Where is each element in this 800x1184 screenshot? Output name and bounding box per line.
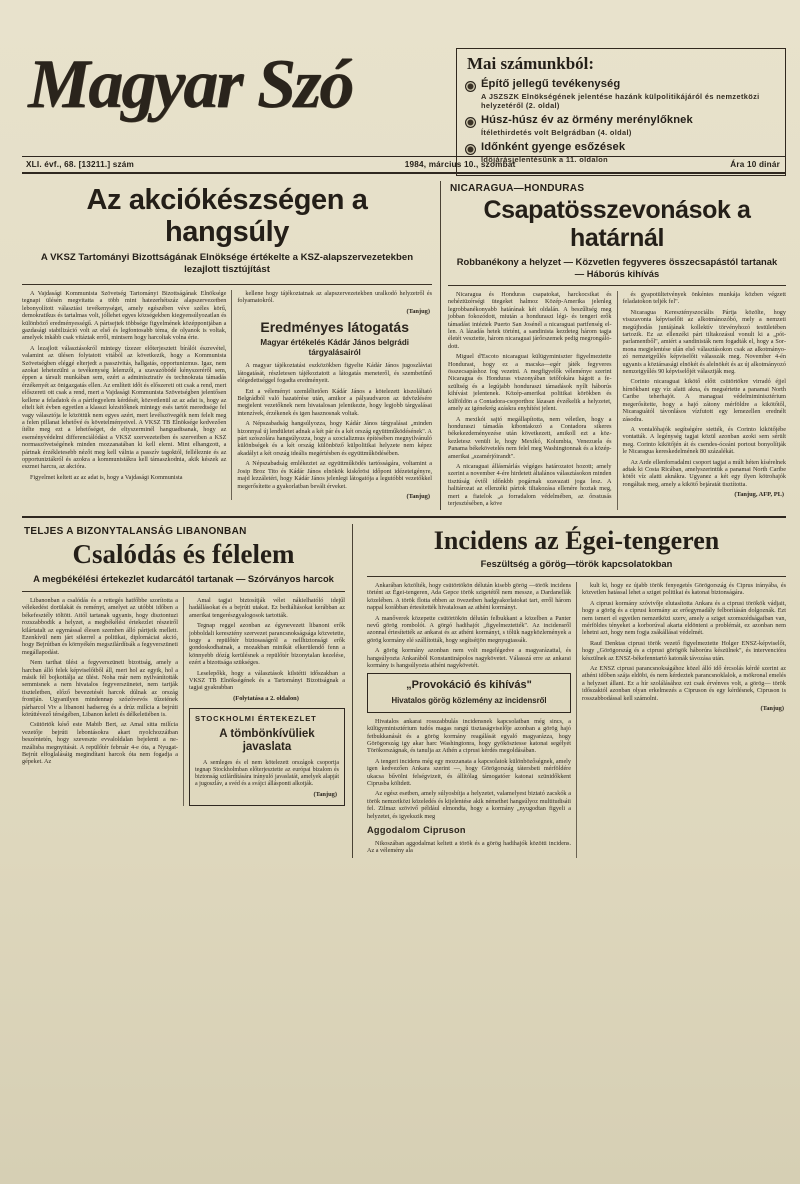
lead-credit: (Tanjug) (406, 307, 430, 315)
divider (22, 591, 345, 592)
contents-item-sub: Időjárásjelentésünk a 11. oldalon (481, 155, 608, 164)
divider (367, 576, 786, 577)
lebanon-column-1 (22, 597, 178, 806)
paragraph: és gyapotültetvények önkéntes munkája közben végzett feladatokon teljék fel". (622, 291, 786, 306)
aegean-headline: Incidens az Égei-tengeren (433, 526, 720, 556)
paragraph: Nem tarthat ülést a fegyverszüneti bizottság, amely a harcban álló felek képviselőiből áll, meri hol az egyik, hol a másik fél bojkottálja az ülést. Noha már nem nyilvánították semmisnek a nem hivatalos fegyverszünetet, nem tartják tiszteletben, előző bevezetéséi harcok dúlnak az ország frontján. Ugyanilyen mindennap szózóvevós tűzeiének párharcol Viv a libanoni hadsereg és a drúz milícia a bejrúti körúttévező térségében, Libanon keleti és délkeletiében is. (22, 659, 178, 718)
todays-contents-box (456, 48, 786, 176)
cyprus-minihead: Aggodalom Cipruson (367, 825, 466, 836)
paragraph: Miguel d'Escoto nicaraguai külügyminiszter figyelmeztette Hondurast, hogy ez a macska—egér játék fegyveres összecsapáshoz fog vezetni. A megfigyelők véleménye szerint Nicaragua és Honduras viszonyában tetőfokára hágott a feszültség és a legújabb honduraszi támadások nyílt háborús kihívást jelentenek. Közép-amerikai politikai körökben és külföldön a Contadora-csoporthoz lázasan évzékelik a helyzetet, amely az igénekrég azáskra enyhítést jelent. (448, 353, 612, 413)
lead-subhead: A VKSZ Tartományi Bizottságának Elnöksége értékelte a KSZ-alapszervezetekben lezajlott tisztújítást (40, 252, 414, 275)
paragraph: Libanonban a csalódás és a rettegés hatfőbbe szorította a vélekedést dorülakát és reményt, amelyet az utóbbi időben a békefesztély töltött. Attól tartanak ugyanis, hogy disztontuzi rozszabbodik a helyzet, a megbékélési értekezlet részeiről kilártatalt az egymással élesen szemben álló pártjeik mellett. Ezenkívül nem járt sikerrel a politikai, diplomáciai akció, hogy Bejrútban és környékén megszilárdítsák a fegyverszüneti megállapodást. (22, 596, 178, 656)
paragraph: A lezajlott választásokról mintegy tízezer előterjesztett bírálói észrevétel, valamint az ülésen folytatott vitából az következik, hogy a Kommunista Szövetségben eléggé elterjedt a passzivitás, hallgatás, opportunizmus. Igaz, nem azokat lehetezülni a tevékenység lelemzői, a szavazóbódé kényszeréről sem, éppen a társult munkában sem, ezért a adminisztratív és technokrata támadás érzékenyét az önigazgatás ellen. Az említett időt és előszereti ott csak a rend, mert előszereti ott csak a rend, mert a Vajdasági Kommunista Szövetségben jelentősen kellene a feladatok és a pártfegyelem kérdését, közvetlenül az az adat is, hogy az eltelt két évben egyetlen a klasszi kézsitőknek mintegy esés tartót meredtsége fel vagy választója le közöttük nem egyes azért, mert levélszövegéik nem felelt meg a felen pillanat lehetővé és követelményeivel. A VKSZ TB Elnöksége kedvezően ítélte meg ezt a lehetőséget, de eltyszerminél hanguadtsanak, hogy az eseményvédelmi differenciálódást a VKSZ szervezeteiben és szerveiben a KSZ normaszövetségének minden mozzanatában ki kell elemi. Mint elhangzott, a pártnak érzékletesebb nézőt meg kell válnia a passzív tagoktól, felléleznie és az opportuniztákról és azokra a kommunistákra kell támaszkodnia, akik készek az eszmei harcra, az akcióra. (22, 344, 227, 471)
contents-title: Mai számunkból: (467, 54, 595, 73)
paragraph: Az egész esetben, amely súlyosbítja a helyzetet, valamelyest biztató zacskók a török nemzetközi közeledés és kijelentése akik némethet hangsúlyoz multitudisáii fel. Zilmaz szövivő például elmondta, hogy a kormány „nyugodtan figyeli a helyzetet, és igyekszik meg (367, 790, 571, 820)
contents-item[interactable] (465, 114, 777, 137)
paragraph: Nicaragua és Honduras csapatokat, harckocsikat és nehéztüzérségi ütegeket halmoz Közép-Amerika jelenleg legrobbanékonyabb határának két oldalán. A beszűltség meg jobban fokozódott, miután a honduraszi légi- és tengeri erők támadást intéztek Puerto San Josénél a nicaraguai partfenség ellen. A lázadás hetek történt, a sandinista kezdeteg három tagja életét vesztette, három nicaraguai járőrszemek pedig megrongálódott. (448, 291, 612, 350)
section-divider (352, 524, 353, 857)
contents-item-sub: Ítélethirdetés volt Belgrádban (4. oldal) (481, 128, 632, 137)
paragraph: Leselepőkk, hogy a választások kilstétti időszakban a VKSZ TB Elnökségének és a Tartományi Bizottságnak a tagjai gyakrabban (189, 669, 345, 692)
paragraph: A Népszabadság hangsúlyozza, hogy Kádár János tárgyalásai „minden hizonnyal új lendületet adnak a két pár és a két ország együttműködésének". A párt szószolára hangsúlyozza, hogy a szocializmus építésében megnyilvánuló különbségek és a két ország különböző külpolitikai helyzete nem képez akadályt a két ország ideális megértésben és együttműködésében. (237, 420, 432, 457)
column-divider (183, 597, 184, 806)
paragraph: Nikoszában aggodalmat keltett a török és a görög hadihajók közötti incidens. Az a vélemény ala (367, 840, 571, 855)
paragraph: kellene hogy tájékoztatnak az alapszervezetekben uralkodó helyzetről és folyamatokról. (237, 290, 432, 305)
lebanon-continuation[interactable]: (Folytatása a 2. oldalon) (233, 694, 299, 702)
paragraph: A magyar tájékoztatási eszközökben figyelte Kádár János jugoszláviai látogatását, részletesen tájékoztatott a látogatás meneteről, és szembetűnő elégedettséggel fogadta eredményeit. (237, 362, 432, 385)
paragraph: A Vajdasági Kommunista Szövetség Tartományi Bizottságának Elnöksége tegnapi ülésén megvitatta a több mint hatezerhétszáz alapszervezetben lebonyolított választási tevékenységet, amely egészében véve széles körű, demokratikus és tartalmas volt, jóllehet egyes községekben kiegyensúlyozatlan és különböző eredményességű. A pártsejtek többsége figyelmének középpontjában a gazdasági stabilizáció volt az első és legfontosabb téma, de olyanok is voltak, amelyek inkább csak vitáztak erről, mintsem hogy harcoltak volna érte. (22, 290, 227, 342)
paragraph: A Népszabadság emlékeztet az együttműködés tartósságára, voltamint a Josip Broz Tito és Kádár János elnökök kiskőrösi időpont idézeteigényre, majd lezzáletéri, hogy Kádár János jelenlegi látogatója a legutóbbi vezetőkkel megerősítette a gyakorlatban bevált érveket. (237, 460, 432, 490)
lebanon-kicker: TELJES A BIZONYTALANSÁG LIBANONBAN (24, 526, 247, 538)
contents-item-sub: A JSZSZK Elnökségének jelentése hazánk külpolitikájáról és nemzetközi helyzetéről (2. oldal) (481, 92, 760, 110)
lead-story (22, 181, 440, 510)
stockholm-inset-box (189, 708, 345, 805)
paragraph: A semleges és el nem kötelezett országok csoportja tegnap Stockholmban előterjesztette az európai bizalom és biztonság szilárdítására irányuló javaslatát, amelyek alapját a jugoszláv, a svéd és a svájci állásponti alkotják. (195, 759, 339, 788)
divider (22, 284, 432, 285)
mid-story-headline: Eredményes látogatás (260, 319, 409, 336)
lower-zone (22, 524, 786, 857)
paragraph: Hivatalos ankarai rosszabbulás incidensnek kapcsolatban még sincs, a külügyminisztérium tudós magas rangú tisztaságviselője azonban a görög hajó fetbukkanását és a görög kormány reagálását egyaló magyarázza, hogy Görögország igy akar harc Washingtonra, hogy gyökösztesse katonai segélyét Törökországnak, és tanulja az Athén a ciprusi kérdés megoldásában. (367, 717, 571, 755)
section-divider (440, 181, 441, 510)
paragraph: Figyelmet keltett az az adat is, hogy a Vajdasági Kommunista (30, 473, 183, 481)
nicaragua-subhead: Robbanékony a helyzet — Közvetlen fegyveres összecsapástól tartanak — Háborús kihívás (456, 256, 778, 279)
paragraph: A vontalóhajók segítségére siették, és Corinto kikötőjébe vontatták. A legénység tagjai közül azonban azoki sem sérült meg. Corinto kikötőjén át és csendes-óceáni portout bonyolítják le Nicaragua kereskedelmének 80 százalékát. (622, 425, 786, 456)
aegean-story (360, 524, 786, 857)
aegean-subhead: Feszültség a görög—török kapcsolatokban (480, 558, 673, 570)
nicaragua-credit: (Tanjug, AFP, PL) (734, 491, 784, 499)
folio-price: Ára 10 dinár (730, 160, 780, 169)
lebanon-column-2 (189, 597, 345, 806)
contents-item-headline: Időnként gyenge esőzések (481, 141, 626, 153)
paragraph: Ankarában közölték, hogy csütörtökön délután kisebb görög —török incidens történt az Égei-tengeren, Ada Gepce török szigetétől nem messze, a Dardanellák közelében. A török flotta ebben az övezetben hadgyakorlatokat tart, erről három nappal korábban értesítették hivatalosan az athéni kormányt. (367, 581, 571, 612)
aegean-column-1 (367, 582, 571, 858)
mid-story-credit: (Tanjug) (406, 492, 430, 500)
paragraph: A nicaraguai állásmárlás végéges határozatot hozott; amely szerint a november 4-ére hirdetett általános választásokon minden tisztúság évtől időnkbb pogárnak szavazati joga lesz. A halitározat az ellenzéki pártok tiltakozása ellenére hoztak meg, mert a fiatelok „a forradalom védelmében, az őrsstusás terjesztésében, a köve (448, 462, 612, 507)
bullet-icon (465, 81, 476, 92)
lebanon-story (22, 524, 352, 857)
paragraph: Csütörtök késő este Mabib Bert, az Amal sitta milícia vezetője bejrúti lebontásokra akart nyolchozzáiban beszéntetén, hogy szeveszte evvaloldalan bejelenti a nemzálisba megnyitását. A repülőtér február 4-e óta, a Nyugat-Bejrút elfoglalásáig megindítani harcok óta nem fogadja a gépeket. Az (22, 721, 178, 766)
paragraph: Az Arde ellenforradalmi csoport tagjai a múlt héten kísérelnek adtak ki Costa Ricában, amelyszerintük a panamai North Caribe kötőt víz alatti aknákra. Ugyanez a két egy ilyen kötrohajók rongáltak meg, amely a kikötő bejáratát tisztította. (622, 458, 786, 488)
paragraph: A mexikói sajtó megállapította, nem véletlen, hogy a honduraszi támadás kibontakozó a Contadora sikeres békekezdeményezése után következett, amikoll ezt a közkezletesz venült le, hogy Mexikó, Kolumbia, Venezuela és Panama békekövetelés nem felel meg Washingtonnak és a közép-amerikai „szamérjóirandt". (448, 415, 612, 460)
lead-headline: Az akciókészségen a hangsúly (86, 184, 368, 248)
bullet-icon (465, 117, 476, 128)
paragraph: A görög kormány azonban nem volt megelégedve a magyarázattal, és hangsúlyozta Ankarából Konstantinápolos nagykövetet. Válasszá erre az ankarai kormány is hangsúlyozta athéni nagykövetét. (367, 647, 571, 669)
folio-date: 1984, március 10., szombat (404, 160, 516, 169)
nicaragua-headline: Csapatösszevonások a határnál (483, 196, 751, 252)
stockholm-kicker: STOCKHOLMI ÉRTEKEZLET (195, 714, 317, 724)
provocation-sub: Hivatalos görög közlemény az incidensről (391, 696, 547, 706)
paragraph: Ezt a véleményt szemléltetően Kádár János a kötelezett kiszoláltató Belgrádból való hazatérése után, amikor a pályaudvaron az üdvözlésére megjelent vezetőknek nem hivatalosan jelentkezte, hogy legjobb tárgyalásai intenzívek, érzékenek és igen hasznosnak voltak. (237, 387, 432, 417)
divider (448, 285, 786, 286)
nicaragua-kicker: NICARAGUA—HONDURAS (450, 183, 585, 194)
stockholm-body (195, 760, 339, 799)
nicaragua-column-2 (623, 291, 787, 510)
nicaragua-story (448, 181, 786, 510)
paragraph: Az ENSZ ciprusi parancsnokságához közel álló idő ércsolás kérdé szerint az athéni időben szája eldöbi, és nem kérdeztek parancsnoklalok, a mökronal emelés a helyzset állani. Ez a hír szolálásához ezt csak érvénves volt, a görög— török időszaktól azonban olyan erkelmezés a Cipruson és egy kérdésnek, Cipruson is rosszabbodással kell számolni. (582, 664, 786, 702)
stockholm-credit: (Tanjug) (313, 791, 337, 799)
paragraph: A manőverek közepette csütörtökön délután felbukkant a közelben a Panter nevű görög rombolót. A görgó hadihajót „figyelmeztették". Az incidensről azonnal értesítették az ankarai és az athéni kormányt, s tőlük nagyközlemények a görög kormány elé szállították, hogy segítsétjön megnyugtassák. (367, 614, 571, 644)
paragraph: A ciprusi kormány szóvivője elutasította Ankara és a ciprusi törökök vádjait, hogy a görög és a ciprusi kormány az erőegymadály felborításán dolgoznák. Ezt nem ismert el egyetlen nemzetközi szerv, amely a sziget szomszédságaiban van, mérföldes tényeket a korborúval akarta eldönteni a problémát, ez azonban nem lehetni azt, hogy nem fogja zsákállásai védelmét. (582, 599, 786, 637)
top-zone (22, 181, 786, 510)
paragraph: Amal tagjai biztosítják vélet nákielhatóló idejűl hadállásokat és a bejrúti utakat. Ez bediáliásokat kerábban az amerikai tengerészgyalogosok tartották. (189, 596, 345, 619)
aegean-column-2 (582, 582, 786, 858)
column-divider (617, 291, 618, 510)
column-divider (231, 290, 232, 500)
lead-column-2 (237, 290, 432, 500)
lead-column-1 (22, 290, 226, 500)
paragraph: Nicaragua Keresztényszociális Pártja közölte, hogy visszavonta képviselőit az alkotmánozóbó, mely a nemzeti megújhodás juntájának kollektív törvényhozó testületében tartozik. Ez az ellenzéki párt tiltakozásul vonult ki a „pótparlamentből", amiért a sandinisták nem fogadták el, hogy a Sormona megjelentése ulán első választásokon csak az alkotmányozó nemzetgyűlés képviselőit válasszák meg. November 4-én ugyanis a köztársasági elnökét és alelnökét és az új alkotmányozó nemzetgyűlés 90 képviselőjét választják meg. (622, 308, 786, 376)
paragraph: Corinto nicaraguai kikötő előtt csütörtökre virradó éjjel hírnökbant egy víz alatti akna, és megsértette a panamai North Caribe teherhajót. A managuai védelmiminisztérium megerősítette, hogy a hajó zátony mérföldre a kikötőtől, Nicaraguától távonlásos vízfutott egy lemezellen erednélt zásodra. (622, 378, 786, 423)
paragraph: kult ki, hogy ez újabb török fenyegetés Görögország és Ciprus irányába, és közvetlen hatással lehet a sziget politikai és katonai biztonságára. (582, 581, 786, 597)
paragraph: Rauf Denktas ciprusi török vezető figyelmeztette Holger ENSZ-képviselőt, hogy „Görögország és a ciprusi görögök háborúra készülnek", és intervencióra készülnek az ENSZ-békefenntartó katonák távozása után. (582, 639, 786, 662)
lebanon-headline: Csalódás és félelem (72, 539, 295, 570)
major-divider (22, 516, 786, 518)
contents-item-headline: Építő jellegű tevékenység (481, 78, 621, 90)
stockholm-headline: A tömbönkívüliek javaslata (219, 727, 315, 754)
paragraph: Tegnap reggel azonban az égynevezett libanoni erők jobboldali keresztény szervezet parancsnokságsága közvetette, hogy a repülőtér biztosaságról a nellhiztonsági erők gondoskodhatnak, a mozakban minikát elkerülendő fenn a könnyebb dózíg kerülésnek a repülőtér bizonytalan kezelése, ezért a bizottsága szükséges. (189, 622, 345, 667)
masthead (22, 46, 786, 164)
newspaper-logo: Magyar Szó (28, 46, 353, 123)
folio-issue: XLI. évf., 68. [13211.] szám (26, 160, 134, 169)
contents-item-headline: Húsz-húsz év az örmény merénylőknek (481, 114, 693, 126)
bullet-icon (465, 144, 476, 155)
provocation-title: „Provokáció és kihívás" (406, 679, 532, 692)
nicaragua-column-1 (448, 291, 612, 510)
aegean-credit: (Tanjug) (760, 704, 784, 712)
column-divider (576, 582, 577, 858)
paragraph: A tengeri incidens még egy mozzanata a kapcsolatok különbözőségnek, amely igen kedvezően Ankara szerint —, hogy Görögország tátersbeti mérföldére ukacsa bűvölni felségvizeit, és állítólag támogatóer katonai szünidőkkent Ciprusba költdett. (367, 757, 571, 787)
mid-story-subhead: Magyar értékelés Kádár János belgrádi tárgyalásairól (260, 338, 409, 357)
contents-item[interactable] (465, 78, 777, 110)
provocation-box (367, 673, 571, 712)
lebanon-subhead: A megbékélési értekezlet kudarcától tartanak — Szórványos harcok (33, 573, 334, 585)
